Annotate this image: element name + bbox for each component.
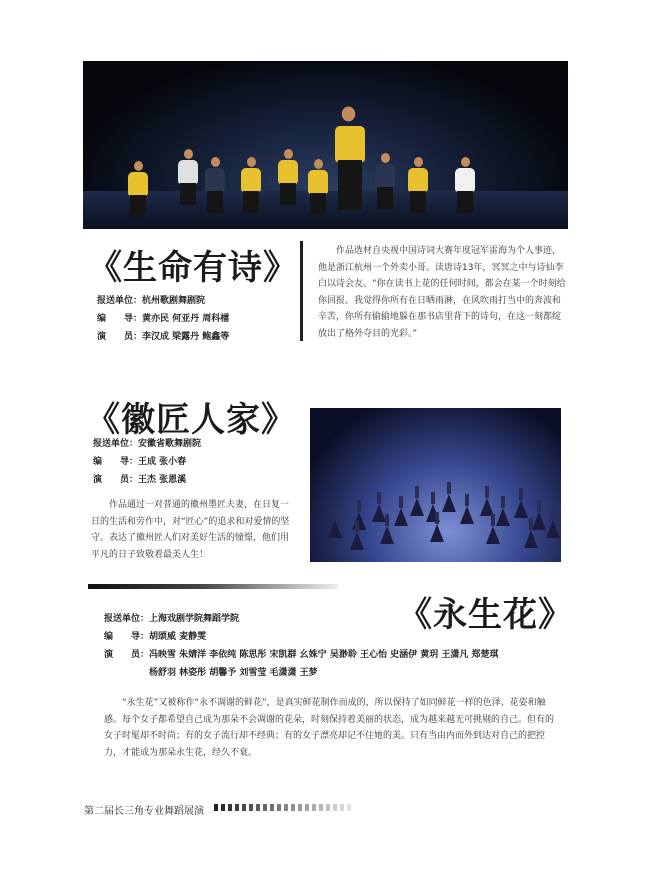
dancer-figure: [486, 526, 500, 544]
stage-photo-craftsman: [310, 408, 561, 562]
footer-dot: [305, 804, 309, 811]
dancer-figure: [430, 524, 444, 542]
dancer-figure: [524, 530, 538, 548]
footer-dot: [235, 804, 239, 811]
credit-cast: 演 员：王杰 张恩溪: [93, 475, 187, 485]
footer-dot: [277, 804, 281, 811]
description-craftsman: 作品通过一对普通的徽州墨匠夫妻，在日复一日的生活和劳作中，对“匠心”的追求和对爱情的坚守。表达了徽州匠人们对美好生活的憧憬，他们用平凡的日子致敬着最美人生！: [91, 500, 290, 560]
footer-dot: [249, 804, 253, 811]
description-poetry: 作品选材自央视中国诗词大赛年度冠军雷海为个人事迹，他是浙江杭州一个外卖小哥。读唐诗13年，冥冥之中与诗仙李白以诗会友。“你在读书上花的任何时间，都会在某一个时刻给你回报。我觉得你所有在日晒雨淋，在风吹雨打当中的奔波和辛苦，你所有偷偷地躲在那书店里背下的诗句，在这一刻都绽放出了格外夺目的光彩。”: [318, 246, 566, 339]
footer-dot: [284, 804, 288, 811]
credits-craftsman: [93, 435, 201, 489]
credits-eternal-flower: [104, 610, 498, 682]
credits-poetry: [97, 292, 229, 346]
credit-org: 报送单位：上海戏剧学院舞蹈学院: [104, 614, 240, 624]
footer-dot: [256, 804, 260, 811]
dancer-figure: [514, 500, 528, 518]
footer-dot: [298, 804, 302, 811]
footer-dot: [291, 804, 295, 811]
dancer-figure: [496, 508, 510, 526]
show-title-craftsman: 《徽匠人家》: [86, 400, 296, 440]
section-divider: [88, 584, 338, 589]
footer-dot: [228, 804, 232, 811]
credit-choreographer: 编 导：黄亦民 何亚丹 周科檑: [97, 314, 230, 324]
dancer-figure: [380, 526, 394, 544]
credit-choreographer: 编 导：王成 张小春: [93, 457, 187, 467]
footer-dot-pattern: [214, 804, 351, 812]
footer-dot: [319, 804, 323, 811]
show-title-poetry: 《生命有诗》: [88, 248, 298, 288]
dancer-figure: [532, 512, 546, 530]
description-eternal-flower: “永生花”又被称作“永不凋谢的鲜花”，是真实鲜花制作而成的，所以保持了如同鲜花一样的色泽、花姿和触感。每个女子都希望自己成为那朵不会凋谢的花朵，时刻保持着美丽的状态，成为越来越无可挑剔的自己。但有的女子时髦却不时尚；有的女子流行却不经典；有的女子漂亮却记不住她的美。只有当由内而外到达对自己的把控力，才能成为那朵永生花，经久不衰。: [104, 698, 555, 758]
footer-event-name: 第二届长三角专业舞蹈展演: [84, 806, 204, 817]
dancer-figure: [372, 504, 386, 522]
footer-dot: [270, 804, 274, 811]
footer-dot: [312, 804, 316, 811]
dancer-figure: [328, 520, 342, 538]
dancer-figure: [460, 506, 474, 524]
footer-dot: [214, 804, 218, 811]
footer-dot: [263, 804, 267, 811]
credit-cast: 演 员：冯映雪 朱婧洋 李依纯 陈思彤 宋凯群 幺姝宁 吴渺聆 王心怡 史涵伊 黄玥 王潇凡 郑楚琪: [104, 650, 499, 660]
vertical-divider: [300, 241, 303, 341]
dancer-figure: [394, 508, 408, 526]
stage-photo-poetry: [83, 61, 568, 229]
credit-cast-cont: 杨舒羽 林姿彤 胡馨予 刘雪莹 毛潇潇 王梦: [149, 668, 318, 678]
footer-dot: [333, 804, 337, 811]
footer-dot: [340, 804, 344, 811]
footer-dot: [221, 804, 225, 811]
show-title-eternal-flower: 《永生花》: [398, 595, 573, 635]
credit-org: 报送单位：安徽省歌舞剧院: [93, 439, 202, 449]
dancer-figure: [442, 494, 456, 512]
dancer-figure: [546, 520, 560, 538]
dancer-figure: [410, 498, 424, 516]
credit-cast: 演 员：李汉成 梁露丹 鲍鑫等: [97, 332, 230, 342]
footer-dot: [242, 804, 246, 811]
credit-choreographer: 编 导：胡颂威 麦静雯: [104, 632, 207, 642]
footer-dot: [347, 804, 351, 811]
footer-dot: [326, 804, 330, 811]
dancer-figure: [350, 532, 364, 550]
credit-org: 报送单位：杭州歌剧舞剧院: [97, 296, 206, 306]
